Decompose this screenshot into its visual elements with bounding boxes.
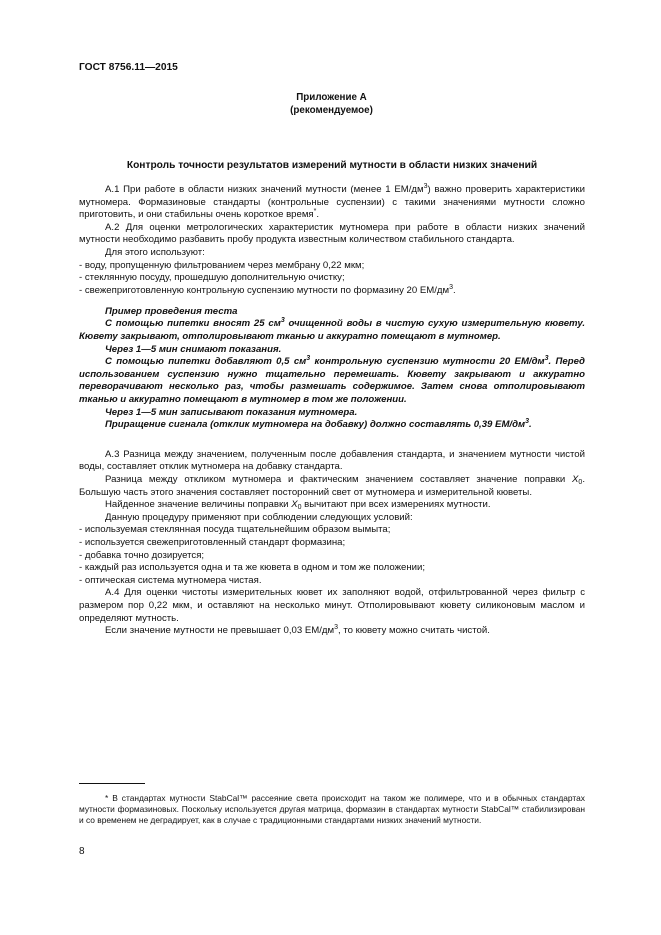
footnote-divider bbox=[79, 783, 145, 784]
section-title: Контроль точности результатов измерений мутности в области низких значений bbox=[126, 160, 538, 171]
example-block bbox=[79, 306, 585, 432]
example-step: С помощью пипетки добавляют 0,5 $см^3$ контрольную суспензию мутности 20 $ЕМ/дм^3$. Перед использованием суспензию нужно тщательно перемешать. Кювету закрывают и аккуратно переворачивают несколько раз, чтобы размешать содержимое. Затем снова отполировывают тканью и аккуратно помещают в мутномер в том же положении. bbox=[79, 355, 585, 405]
paragraph-a4: А.4 Для оценки чистоты измерительных кювет их заполняют водой, отфильтрованной через фильтр с размером пор 0,22 мкм, и оставляют на несколько минут. Отполировывают кювету силиконовым маслом и определяют мутность. bbox=[79, 587, 585, 624]
example-step: Через 1—5 мин снимают показания. bbox=[105, 343, 282, 355]
list-item: - используется свежеприготовленный стандарт формазина; bbox=[79, 536, 346, 548]
footnote: * В стандартах мутности StabCal™ рассеяние света происходит на таком же полимере, что и в обычных стандартах мутности формазиновых. Поскольку используется другая матрица, формазин в стандартах мутности StabCal™ стабилизирован и со временем не деградирует, как в случае с традиционными стандартами низких значений мутности. bbox=[79, 793, 585, 825]
example-step: Приращение сигнала (отклик мутномера на добавку) должно составлять 0,39 $ЕМ/дм^3$. bbox=[105, 418, 532, 431]
list-item: - используемая стеклянная посуда тщательнейшим образом вымыта; bbox=[79, 524, 391, 536]
document-header: ГОСТ 8756.11—2015 bbox=[79, 62, 178, 73]
paragraph-a4-clean: Если значение мутности не превышает 0,03 $ЕМ/дм^3$, то кювету можно считать чистой. bbox=[105, 624, 490, 637]
page-number: 8 bbox=[79, 846, 85, 857]
list-item: - стеклянную посуду, прошедшую дополнительную очистку; bbox=[79, 272, 345, 284]
list-item: - оптическая система мутномера чистая. bbox=[79, 574, 262, 586]
list-item: - добавка точно дозируется; bbox=[79, 549, 205, 561]
annex-title: Приложение А bbox=[296, 92, 367, 103]
paragraph-a3-subtract: Найденное значение величины поправки $X_0$ вычитают при всех измерениях мутности. bbox=[105, 499, 491, 512]
example-step: Через 1—5 мин записывают показания мутномера. bbox=[105, 406, 358, 418]
example-heading: Пример проведения теста bbox=[105, 305, 238, 317]
paragraph-a1: А.1 При работе в области низких значений мутности (менее 1 $ЕМ/дм^3$) важно проверить характеристики мутномера. Формазиновые стандарты (контрольные суспензии) с такими значениями мутности сложно приготовить, и они стабильны очень короткое время*. bbox=[79, 183, 585, 221]
paragraph-a3-correction: Разница между откликом мутномера и фактическим значением составляет значение поправки $X_0$. Большую часть этого значения составляет посторонний свет от мутномера и измерительной кюветы. bbox=[79, 473, 585, 498]
list-item: - воду, пропущенную фильтрованием через мембрану 0,22 мкм; bbox=[79, 259, 365, 271]
document-body bbox=[79, 184, 585, 638]
paragraph-a2-intro: Для этого используют: bbox=[105, 246, 205, 258]
example-step: С помощью пипетки вносят 25 $см^3$ очищенной воды в чистую сухую измерительную кювету. Кювету закрывают, отполировывают тканью и аккуратно помещают в мутномер. bbox=[79, 317, 585, 343]
list-item: - свежеприготовленную контрольную суспензию мутности по формазину 20 $ЕМ/дм^3$. bbox=[79, 283, 456, 296]
paragraph-a2: А.2 Для оценки метрологических характеристик мутномера при работе в области низких значений мутности необходимо разбавить пробу продукта известным количеством стабильного стандарта. bbox=[79, 221, 585, 246]
paragraph-a3-conditions: Данную процедуру применяют при соблюдении следующих условий: bbox=[105, 511, 413, 523]
list-item: - каждый раз используется одна и та же кювета в одном и том же положении; bbox=[79, 562, 426, 574]
paragraph-a3: А.3 Разница между значением, полученным после добавления стандарта, и значением мутности чистой воды, составляет отклик мутномера на добавку стандарта. bbox=[79, 448, 585, 473]
annex-subtitle: (рекомендуемое) bbox=[290, 105, 373, 116]
